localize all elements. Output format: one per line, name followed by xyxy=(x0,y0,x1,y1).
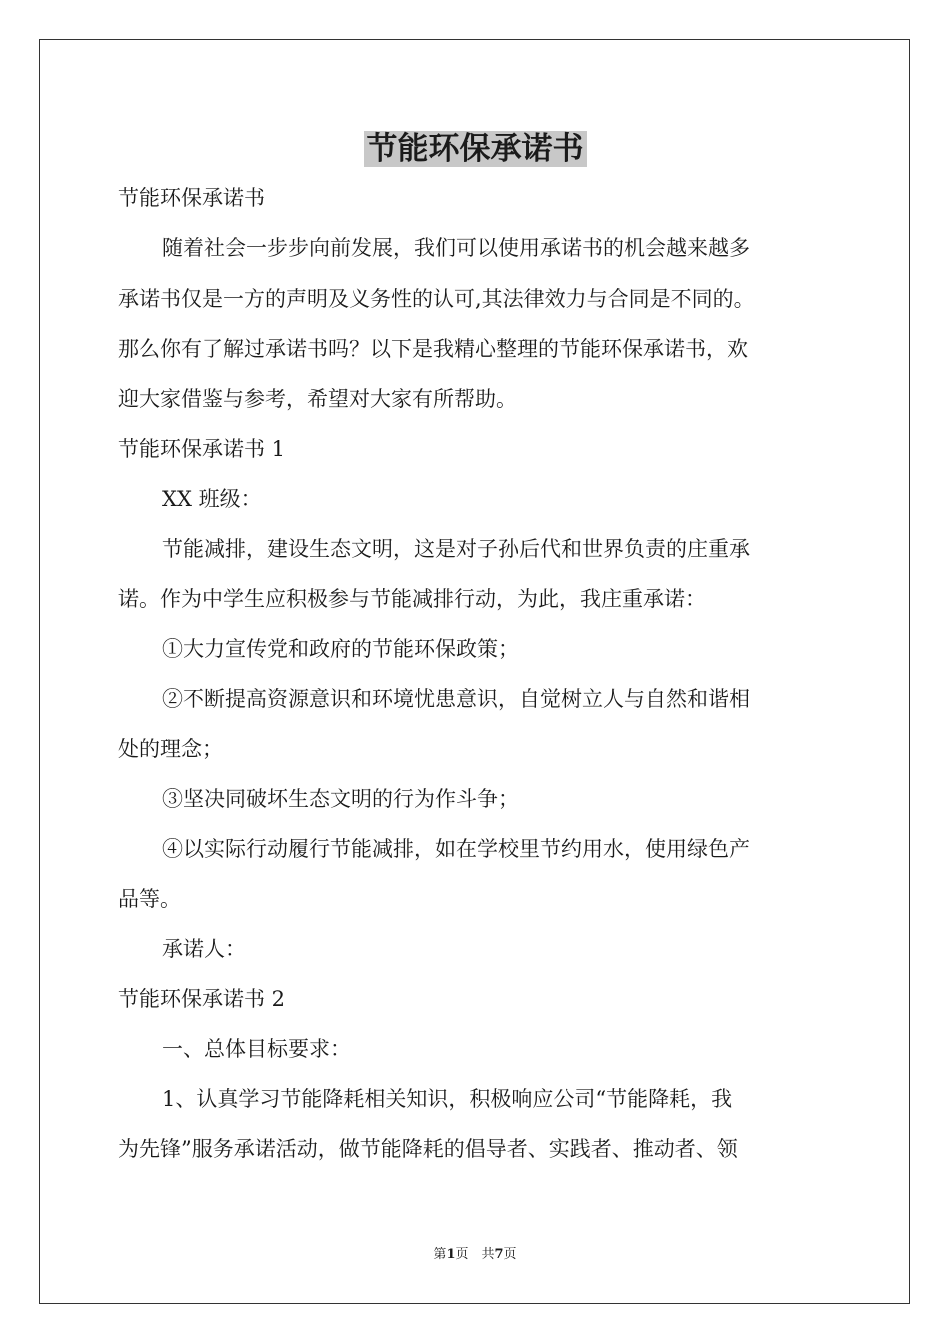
document-title-text: 节能环保承诺书 xyxy=(364,131,587,167)
paragraph-line: 为先锋”服务承诺活动，做节能降耗的倡导者、实践者、推动者、领 xyxy=(118,1137,738,1161)
list-item: ③坚决同破坏生态文明的行为作斗争； xyxy=(162,787,519,811)
paragraph-line: 节能环保承诺书 xyxy=(118,186,265,210)
paragraph-line: 一、总体目标要求： xyxy=(162,1037,351,1061)
paragraph-line: 承诺书仅是一方的声明及义务性的认可,其法律效力与合同是不同的。 xyxy=(118,287,755,311)
section-heading: 节能环保承诺书 1 xyxy=(118,437,286,461)
paragraph-line: 诺。作为中学生应积极参与节能减排行动，为此，我庄重承诺： xyxy=(118,587,706,611)
paragraph-line: XX 班级： xyxy=(162,487,262,511)
paragraph-line: 那么你有了解过承诺书吗？以下是我精心整理的节能环保承诺书，欢 xyxy=(118,337,748,361)
paragraph-line: 节能减排，建设生态文明，这是对子孙后代和世界负责的庄重承 xyxy=(162,537,750,561)
paragraph-line: 1、认真学习节能降耗相关知识，积极响应公司“节能降耗，我 xyxy=(162,1087,733,1111)
list-item: ①大力宣传党和政府的节能环保政策； xyxy=(162,637,519,661)
footer-mid: 页 共 xyxy=(455,1247,495,1262)
paragraph-line: 品等。 xyxy=(118,887,181,911)
list-item: ②不断提高资源意识和环境忧患意识，自觉树立人与自然和谐相 xyxy=(162,687,750,711)
list-item: ④以实际行动履行节能减排，如在学校里节约用水，使用绿色产 xyxy=(162,837,750,861)
footer-suffix: 页 xyxy=(503,1247,517,1262)
paragraph-line: 随着社会一步步向前发展，我们可以使用承诺书的机会越来越多 xyxy=(162,236,750,260)
footer-prefix: 第 xyxy=(433,1247,447,1262)
page-footer xyxy=(0,1246,950,1264)
section-heading: 节能环保承诺书 2 xyxy=(118,987,286,1011)
paragraph-line: 迎大家借鉴与参考，希望对大家有所帮助。 xyxy=(118,387,517,411)
paragraph-line: 处的理念； xyxy=(118,737,223,761)
document-title xyxy=(0,127,950,171)
paragraph-line: 承诺人： xyxy=(162,937,246,961)
current-page-number: 1 xyxy=(446,1247,456,1262)
total-pages-number: 7 xyxy=(494,1247,504,1262)
page-border xyxy=(39,39,910,1304)
